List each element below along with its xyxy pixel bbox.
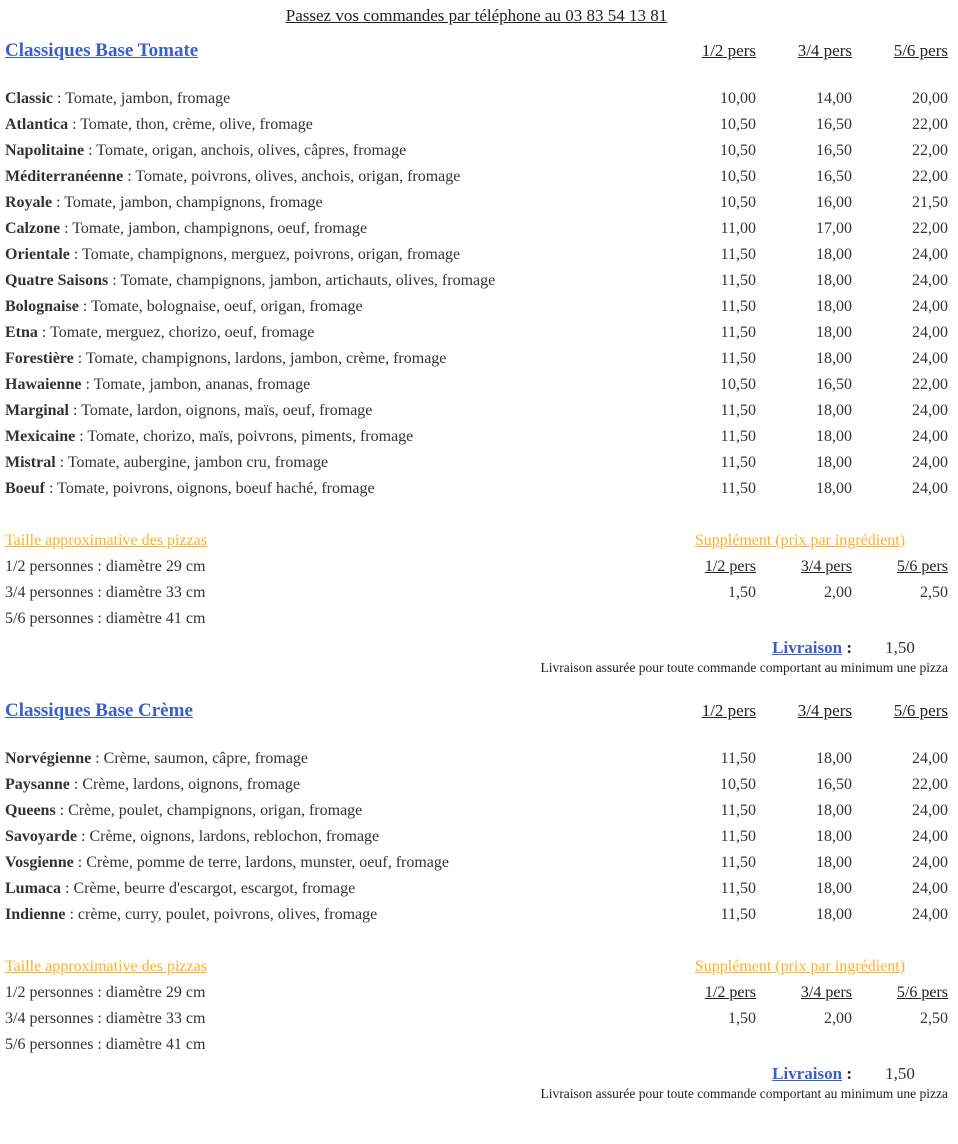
separator: :: [78, 298, 91, 315]
price-five-six: 22,00: [912, 776, 948, 793]
price-three-quarter: 18,00: [816, 350, 852, 367]
pizza-desc: [5, 772, 660, 798]
col-header-three-quarter: [756, 41, 852, 61]
price-five-six: 21,50: [912, 194, 948, 211]
pizza-desc: [5, 164, 660, 190]
price-half: 11,50: [720, 246, 756, 263]
separator: :: [69, 246, 83, 263]
price-five-six: 24,00: [912, 298, 948, 315]
pizza-name: Lumaca: [5, 880, 61, 897]
pizza-name: Norvégienne: [5, 750, 92, 767]
separator: :: [69, 776, 83, 793]
pizza-ingredients: Tomate, thon, crème, olive, fromage: [80, 116, 313, 133]
supplement-col-half: [660, 980, 756, 1006]
size-title-text: Taille approximative des pizzas: [5, 958, 207, 975]
separator: :: [91, 750, 104, 767]
menu-row: [5, 798, 948, 824]
pizza-desc: [5, 398, 660, 424]
supplement-col-three-quarter-text: 3/4 pers: [800, 984, 852, 1001]
info-block: [5, 954, 948, 1058]
price-half: 10,50: [720, 142, 756, 159]
menu-row: [5, 112, 948, 138]
delivery-price: 1,50: [885, 1064, 915, 1083]
menu-row: [5, 372, 948, 398]
section-creme-title-text: Classiques Base Crème: [5, 700, 193, 721]
pizza-name: Paysanne: [5, 776, 70, 793]
supplement-col-five-six: [852, 554, 948, 580]
delivery-colon: :: [842, 1064, 852, 1083]
price-three-quarter: 16,50: [816, 142, 852, 159]
menu-row: [5, 876, 948, 902]
pizza-name: Hawaienne: [5, 376, 82, 393]
menu-tomate: [5, 86, 948, 502]
menu-row: [5, 268, 948, 294]
pizza-ingredients: Tomate, origan, anchois, olives, câpres, fromage: [96, 142, 407, 159]
pizza-desc: [5, 190, 660, 216]
price-five-six: 24,00: [912, 402, 948, 419]
col-header-three-quarter-text: 3/4 pers: [797, 701, 852, 720]
pizza-desc: [5, 902, 660, 928]
col-header-five-six-text: 5/6 pers: [893, 41, 948, 60]
price-half: 11,50: [720, 298, 756, 315]
price-column-headers: [660, 41, 948, 61]
price-three-quarter: 16,50: [816, 776, 852, 793]
price-five-six: 24,00: [912, 854, 948, 871]
menu-row: [5, 824, 948, 850]
price-half: 11,50: [720, 854, 756, 871]
separator: :: [69, 402, 82, 419]
pizza-name: Marginal: [5, 402, 69, 419]
price-three-quarter: 18,00: [816, 298, 852, 315]
price-three-quarter: 18,00: [816, 454, 852, 471]
separator: :: [53, 90, 66, 107]
pizza-desc: [5, 242, 660, 268]
size-title[interactable]: [5, 954, 652, 980]
price-three-quarter: 17,00: [816, 220, 852, 237]
price-five-six: 20,00: [912, 90, 948, 107]
price-five-six: 24,00: [912, 750, 948, 767]
supplement-title-text: Supplément (prix par ingrédient): [694, 958, 906, 975]
pizza-desc: [5, 746, 660, 772]
separator: :: [61, 880, 74, 897]
menu-row: [5, 450, 948, 476]
price-five-six: 22,00: [912, 142, 948, 159]
col-header-three-quarter: [756, 701, 852, 721]
price-five-six: 22,00: [912, 376, 948, 393]
pizza-name: Etna: [5, 324, 38, 341]
size-title-text: Taille approximative des pizzas: [5, 532, 207, 549]
pizza-ingredients: Crème, saumon, câpre, fromage: [103, 750, 309, 767]
delivery-line: [5, 1064, 948, 1084]
separator: :: [55, 454, 68, 471]
pizza-name: Calzone: [5, 220, 61, 237]
price-three-quarter: 16,00: [816, 194, 852, 211]
delivery-label[interactable]: [772, 1064, 842, 1084]
pizza-ingredients: Tomate, jambon, champignons, oeuf, fromage: [72, 220, 368, 237]
pizza-desc: [5, 372, 660, 398]
pizza-name: Orientale: [5, 246, 70, 263]
price-three-quarter: 16,50: [816, 116, 852, 133]
price-five-six: 24,00: [912, 880, 948, 897]
supplement-col-five-six-text: 5/6 pers: [896, 558, 948, 575]
supplement-col-three-quarter: [756, 980, 852, 1006]
price-three-quarter: 18,00: [816, 802, 852, 819]
separator: :: [45, 480, 58, 497]
phone-order-line: [5, 6, 948, 26]
pizza-ingredients: Tomate, jambon, champignons, fromage: [64, 194, 323, 211]
price-half: 11,50: [720, 324, 756, 341]
col-header-five-six: [852, 701, 948, 721]
pizza-ingredients: Tomate, lardon, oignons, maïs, oeuf, fromage: [81, 402, 373, 419]
pizza-desc: [5, 850, 660, 876]
delivery-note: Livraison assurée pour toute commande comportant au minimum une pizza: [540, 660, 948, 675]
price-five-six: 24,00: [912, 480, 948, 497]
menu-row: [5, 320, 948, 346]
price-half: 10,50: [720, 168, 756, 185]
col-header-half: [660, 701, 756, 721]
pizza-desc: [5, 216, 660, 242]
info-block: [5, 528, 948, 632]
pizza-desc: [5, 424, 660, 450]
price-five-six: 22,00: [912, 168, 948, 185]
supplement-title[interactable]: [652, 954, 948, 980]
price-half: 11,50: [720, 402, 756, 419]
price-three-quarter: 18,00: [816, 880, 852, 897]
supplement-col-headers: [652, 554, 948, 580]
section-creme-header: [5, 700, 948, 722]
menu-row: [5, 746, 948, 772]
section-creme-title[interactable]: [5, 700, 660, 722]
menu-row: [5, 86, 948, 112]
pizza-ingredients: Crème, pomme de terre, lardons, munster, oeuf, fromage: [86, 854, 450, 871]
size-line: 3/4 personnes : diamètre 33 cm: [5, 584, 206, 601]
col-header-half-text: 1/2 pers: [701, 701, 756, 720]
pizza-ingredients: Tomate, bolognaise, oeuf, origan, fromage: [90, 298, 363, 315]
pizza-ingredients: Crème, oignons, lardons, reblochon, fromage: [89, 828, 380, 845]
menu-row: [5, 190, 948, 216]
price-half: 11,50: [720, 350, 756, 367]
pizza-desc: [5, 294, 660, 320]
price-five-six: 24,00: [912, 246, 948, 263]
phone-order-text: Passez vos commandes par téléphone au 03 83 54 13 81: [285, 6, 668, 25]
supplement-price-five-six: 2,50: [920, 1010, 948, 1027]
pizza-desc: [5, 86, 660, 112]
size-title[interactable]: [5, 528, 652, 554]
price-half: 11,50: [720, 802, 756, 819]
pizza-name: Indienne: [5, 906, 66, 923]
size-line: 1/2 personnes : diamètre 29 cm: [5, 558, 206, 575]
pizza-desc: [5, 138, 660, 164]
separator: :: [55, 802, 69, 819]
pizza-name: Royale: [5, 194, 53, 211]
delivery-price: 1,50: [885, 638, 915, 657]
price-half: 10,50: [720, 376, 756, 393]
pizza-ingredients: Tomate, aubergine, jambon cru, fromage: [67, 454, 329, 471]
price-three-quarter: 18,00: [816, 750, 852, 767]
price-five-six: 24,00: [912, 324, 948, 341]
price-half: 11,50: [720, 906, 756, 923]
menu-row: [5, 346, 948, 372]
supplement-col-half: [660, 554, 756, 580]
menu-row: [5, 164, 948, 190]
section-tomate-header: [5, 40, 948, 62]
separator: :: [108, 272, 121, 289]
price-three-quarter: 18,00: [816, 428, 852, 445]
pizza-desc: [5, 798, 660, 824]
menu-row: [5, 138, 948, 164]
price-half: 11,50: [720, 750, 756, 767]
separator: :: [77, 828, 90, 845]
pizza-ingredients: Tomate, chorizo, maïs, poivrons, piments, fromage: [87, 428, 414, 445]
supplement-prices: [652, 1006, 948, 1032]
separator: :: [81, 376, 94, 393]
supplement-info: [652, 528, 948, 632]
price-half: 10,50: [720, 194, 756, 211]
price-five-six: 22,00: [912, 220, 948, 237]
separator: :: [52, 194, 65, 211]
pizza-ingredients: crème, curry, poulet, poivrons, olives, fromage: [77, 906, 378, 923]
pizza-name: Savoyarde: [5, 828, 77, 845]
pizza-desc: [5, 320, 660, 346]
delivery-colon: :: [842, 638, 852, 657]
menu-row: [5, 424, 948, 450]
price-five-six: 22,00: [912, 116, 948, 133]
pizza-desc: [5, 450, 660, 476]
pizza-ingredients: Tomate, champignons, lardons, jambon, crème, fromage: [85, 350, 447, 367]
menu-row: [5, 294, 948, 320]
supplement-price-five-six: 2,50: [920, 584, 948, 601]
supplement-col-half-text: 1/2 pers: [704, 558, 756, 575]
pizza-desc: [5, 268, 660, 294]
delivery-line: [5, 638, 948, 658]
price-three-quarter: 18,00: [816, 272, 852, 289]
pizza-ingredients: Tomate, merguez, chorizo, oeuf, fromage: [50, 324, 315, 341]
menu-row: [5, 772, 948, 798]
price-three-quarter: 18,00: [816, 324, 852, 341]
pizza-ingredients: Tomate, poivrons, oignons, boeuf haché, fromage: [57, 480, 375, 497]
supplement-col-three-quarter-text: 3/4 pers: [800, 558, 852, 575]
price-five-six: 24,00: [912, 802, 948, 819]
supplement-prices: [652, 580, 948, 606]
menu-creme: [5, 746, 948, 928]
price-three-quarter: 18,00: [816, 854, 852, 871]
pizza-desc: [5, 112, 660, 138]
pizza-ingredients: Crème, poulet, champignons, origan, fromage: [68, 802, 363, 819]
size-line: 1/2 personnes : diamètre 29 cm: [5, 984, 206, 1001]
size-line: 3/4 personnes : diamètre 33 cm: [5, 1010, 206, 1027]
price-five-six: 24,00: [912, 906, 948, 923]
col-header-three-quarter-text: 3/4 pers: [797, 41, 852, 60]
pizza-ingredients: Tomate, champignons, jambon, artichauts, olives, fromage: [120, 272, 496, 289]
pizza-name: Queens: [5, 802, 56, 819]
pizza-desc: [5, 876, 660, 902]
pizza-name: Quatre Saisons: [5, 272, 109, 289]
delivery-label-text: Livraison: [772, 1064, 843, 1083]
price-five-six: 24,00: [912, 428, 948, 445]
supplement-price-three-quarter: 2,00: [824, 584, 852, 601]
price-half: 11,00: [720, 220, 756, 237]
price-five-six: 24,00: [912, 350, 948, 367]
separator: :: [84, 142, 97, 159]
menu-row: [5, 242, 948, 268]
price-five-six: 24,00: [912, 454, 948, 471]
price-half: 11,50: [720, 454, 756, 471]
supplement-price-half: 1,50: [728, 1010, 756, 1027]
price-three-quarter: 14,00: [816, 90, 852, 107]
supplement-col-three-quarter: [756, 554, 852, 580]
supplement-info: [652, 954, 948, 1058]
supplement-title-text: Supplément (prix par ingrédient): [694, 532, 906, 549]
price-five-six: 24,00: [912, 272, 948, 289]
col-header-five-six-text: 5/6 pers: [893, 701, 948, 720]
pizza-ingredients: Tomate, jambon, ananas, fromage: [93, 376, 311, 393]
separator: :: [73, 350, 86, 367]
price-three-quarter: 16,50: [816, 168, 852, 185]
pizza-name: Bolognaise: [5, 298, 79, 315]
separator: :: [60, 220, 73, 237]
size-info: [5, 954, 652, 1058]
price-three-quarter: 18,00: [816, 402, 852, 419]
delivery-label-text: Livraison: [772, 638, 843, 657]
pizza-ingredients: Tomate, poivrons, olives, anchois, origan, fromage: [135, 168, 461, 185]
price-column-headers: [660, 701, 948, 721]
separator: :: [68, 116, 81, 133]
pizza-ingredients: Tomate, champignons, merguez, poivrons, origan, fromage: [82, 246, 461, 263]
separator: :: [65, 906, 78, 923]
col-header-half-text: 1/2 pers: [701, 41, 756, 60]
price-three-quarter: 18,00: [816, 906, 852, 923]
supplement-title[interactable]: [652, 528, 948, 554]
supplement-col-five-six: [852, 980, 948, 1006]
supplement-col-headers: [652, 980, 948, 1006]
price-half: 11,50: [720, 828, 756, 845]
section-tomate-title[interactable]: [5, 40, 660, 62]
pizza-name: Forestière: [5, 350, 74, 367]
pizza-desc: [5, 824, 660, 850]
supplement-price-three-quarter: 2,00: [824, 1010, 852, 1027]
price-half: 11,50: [720, 272, 756, 289]
menu-row: [5, 476, 948, 502]
pizza-ingredients: Tomate, jambon, fromage: [65, 90, 231, 107]
separator: :: [123, 168, 136, 185]
price-three-quarter: 18,00: [816, 480, 852, 497]
price-half: 10,00: [720, 90, 756, 107]
price-three-quarter: 16,50: [816, 376, 852, 393]
pizza-desc: [5, 476, 660, 502]
price-half: 11,50: [720, 428, 756, 445]
size-line: 5/6 personnes : diamètre 41 cm: [5, 610, 206, 627]
col-header-five-six: [852, 41, 948, 61]
price-half: 10,50: [720, 776, 756, 793]
pizza-name: Mistral: [5, 454, 56, 471]
price-three-quarter: 18,00: [816, 828, 852, 845]
pizza-name: Vosgienne: [5, 854, 74, 871]
supplement-col-half-text: 1/2 pers: [704, 984, 756, 1001]
menu-row: [5, 850, 948, 876]
section-tomate-title-text: Classiques Base Tomate: [5, 40, 199, 61]
menu-row: [5, 902, 948, 928]
pizza-name: Boeuf: [5, 480, 45, 497]
delivery-label[interactable]: [772, 638, 842, 658]
separator: :: [75, 428, 88, 445]
pizza-name: Atlantica: [5, 116, 69, 133]
menu-row: [5, 216, 948, 242]
supplement-price-half: 1,50: [728, 584, 756, 601]
delivery-note: Livraison assurée pour toute commande comportant au minimum une pizza: [540, 1086, 948, 1101]
size-info: [5, 528, 652, 632]
pizza-name: Méditerranéenne: [5, 168, 124, 185]
pizza-name: Classic: [5, 90, 53, 107]
pizza-name: Napolitaine: [5, 142, 85, 159]
pizza-name: Mexicaine: [5, 428, 76, 445]
size-line: 5/6 personnes : diamètre 41 cm: [5, 1036, 206, 1053]
price-half: 10,50: [720, 116, 756, 133]
pizza-desc: [5, 346, 660, 372]
pizza-ingredients: Crème, lardons, oignons, fromage: [82, 776, 301, 793]
pizza-ingredients: Crème, beurre d'escargot, escargot, fromage: [73, 880, 356, 897]
price-five-six: 24,00: [912, 828, 948, 845]
price-half: 11,50: [720, 880, 756, 897]
separator: :: [37, 324, 51, 341]
separator: :: [73, 854, 87, 871]
menu-row: [5, 398, 948, 424]
supplement-col-five-six-text: 5/6 pers: [896, 984, 948, 1001]
price-half: 11,50: [720, 480, 756, 497]
price-three-quarter: 18,00: [816, 246, 852, 263]
col-header-half: [660, 41, 756, 61]
